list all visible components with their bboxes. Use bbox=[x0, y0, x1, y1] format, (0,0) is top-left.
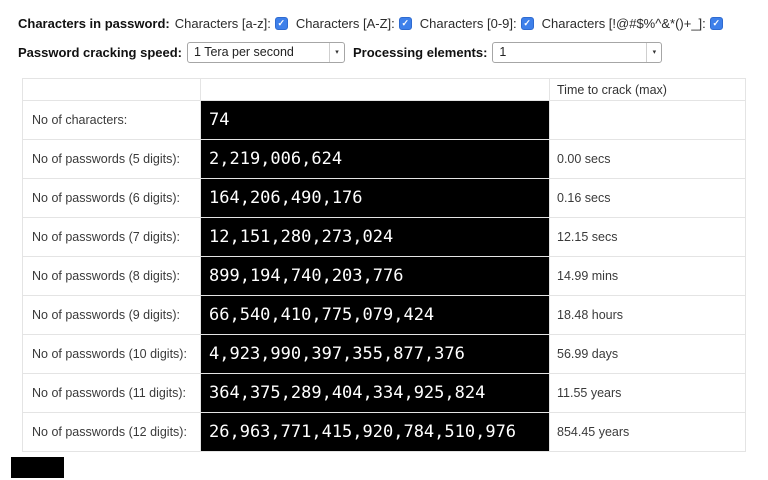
charset-symbols-label: Characters [!@#$%^&*()+_]: bbox=[541, 15, 706, 31]
table-row bbox=[23, 140, 746, 179]
crack-table-body bbox=[23, 101, 746, 452]
row-value: 12,151,280,273,024 bbox=[201, 218, 550, 257]
row-value: 164,206,490,176 bbox=[201, 179, 550, 218]
table-row bbox=[23, 218, 746, 257]
table-row bbox=[23, 335, 746, 374]
row-label: No of passwords (5 digits): bbox=[23, 140, 201, 179]
charset-0-9-label: Characters [0-9]: bbox=[419, 15, 517, 31]
row-label: No of passwords (8 digits): bbox=[23, 257, 201, 296]
crack-time-table bbox=[22, 78, 746, 452]
row-time: 0.00 secs bbox=[550, 140, 746, 179]
charset-0-9-checkbox[interactable] bbox=[521, 17, 534, 30]
row-time: 56.99 days bbox=[550, 335, 746, 374]
row-value: 364,375,289,404,334,925,824 bbox=[201, 374, 550, 413]
row-time: 18.48 hours bbox=[550, 296, 746, 335]
row-time: 12.15 secs bbox=[550, 218, 746, 257]
speed-select-value: 1 Tera per second bbox=[194, 45, 294, 59]
table-row bbox=[23, 413, 746, 452]
header-empty-value-cell bbox=[201, 79, 550, 101]
elements-label: Processing elements: bbox=[353, 44, 488, 60]
row-time: 11.55 years bbox=[550, 374, 746, 413]
row-label: No of passwords (6 digits): bbox=[23, 179, 201, 218]
charset-symbols-checkbox[interactable] bbox=[710, 17, 723, 30]
bottom-black-box bbox=[11, 457, 64, 478]
row-value: 74 bbox=[201, 101, 550, 140]
elements-select-value: 1 bbox=[499, 45, 507, 59]
charset-row bbox=[18, 12, 768, 34]
checkmark-icon: ✓ bbox=[401, 17, 410, 28]
row-value: 899,194,740,203,776 bbox=[201, 257, 550, 296]
header-empty-label-cell bbox=[23, 79, 201, 101]
row-time: 14.99 mins bbox=[550, 257, 746, 296]
row-time bbox=[550, 101, 746, 140]
row-value: 66,540,410,775,079,424 bbox=[201, 296, 550, 335]
elements-select[interactable] bbox=[492, 42, 662, 63]
checkmark-icon: ✓ bbox=[712, 17, 721, 28]
checkmark-icon: ✓ bbox=[277, 17, 286, 28]
checkmark-icon: ✓ bbox=[523, 17, 531, 28]
row-value: 4,923,990,397,355,877,376 bbox=[201, 335, 550, 374]
row-label: No of passwords (10 digits): bbox=[23, 335, 201, 374]
charset-A-Z-checkbox[interactable] bbox=[399, 17, 412, 30]
speed-row bbox=[18, 41, 768, 63]
table-row bbox=[23, 296, 746, 335]
time-to-crack-header: Time to crack (max) bbox=[550, 79, 746, 101]
row-value: 26,963,771,415,920,784,510,976 bbox=[201, 413, 550, 452]
dropdown-arrow-icon: ▾ bbox=[646, 43, 661, 62]
table-row bbox=[23, 101, 746, 140]
row-value: 2,219,006,624 bbox=[201, 140, 550, 179]
row-label: No of passwords (9 digits): bbox=[23, 296, 201, 335]
charset-a-z-label: Characters [a-z]: bbox=[174, 15, 271, 31]
row-label: No of passwords (7 digits): bbox=[23, 218, 201, 257]
dropdown-arrow-icon: ▾ bbox=[329, 43, 344, 62]
speed-label: Password cracking speed: bbox=[18, 44, 183, 60]
table-row bbox=[23, 257, 746, 296]
row-time: 854.45 years bbox=[550, 413, 746, 452]
charset-a-z-checkbox[interactable] bbox=[275, 17, 288, 30]
row-label: No of characters: bbox=[23, 101, 201, 140]
charset-group-label: Characters in password: bbox=[18, 15, 170, 31]
speed-select[interactable] bbox=[187, 42, 345, 63]
row-label: No of passwords (11 digits): bbox=[23, 374, 201, 413]
row-time: 0.16 secs bbox=[550, 179, 746, 218]
table-row bbox=[23, 374, 746, 413]
charset-A-Z-label: Characters [A-Z]: bbox=[295, 15, 395, 31]
table-row bbox=[23, 179, 746, 218]
controls-panel bbox=[0, 0, 768, 63]
table-header-row bbox=[23, 79, 746, 101]
row-label: No of passwords (12 digits): bbox=[23, 413, 201, 452]
